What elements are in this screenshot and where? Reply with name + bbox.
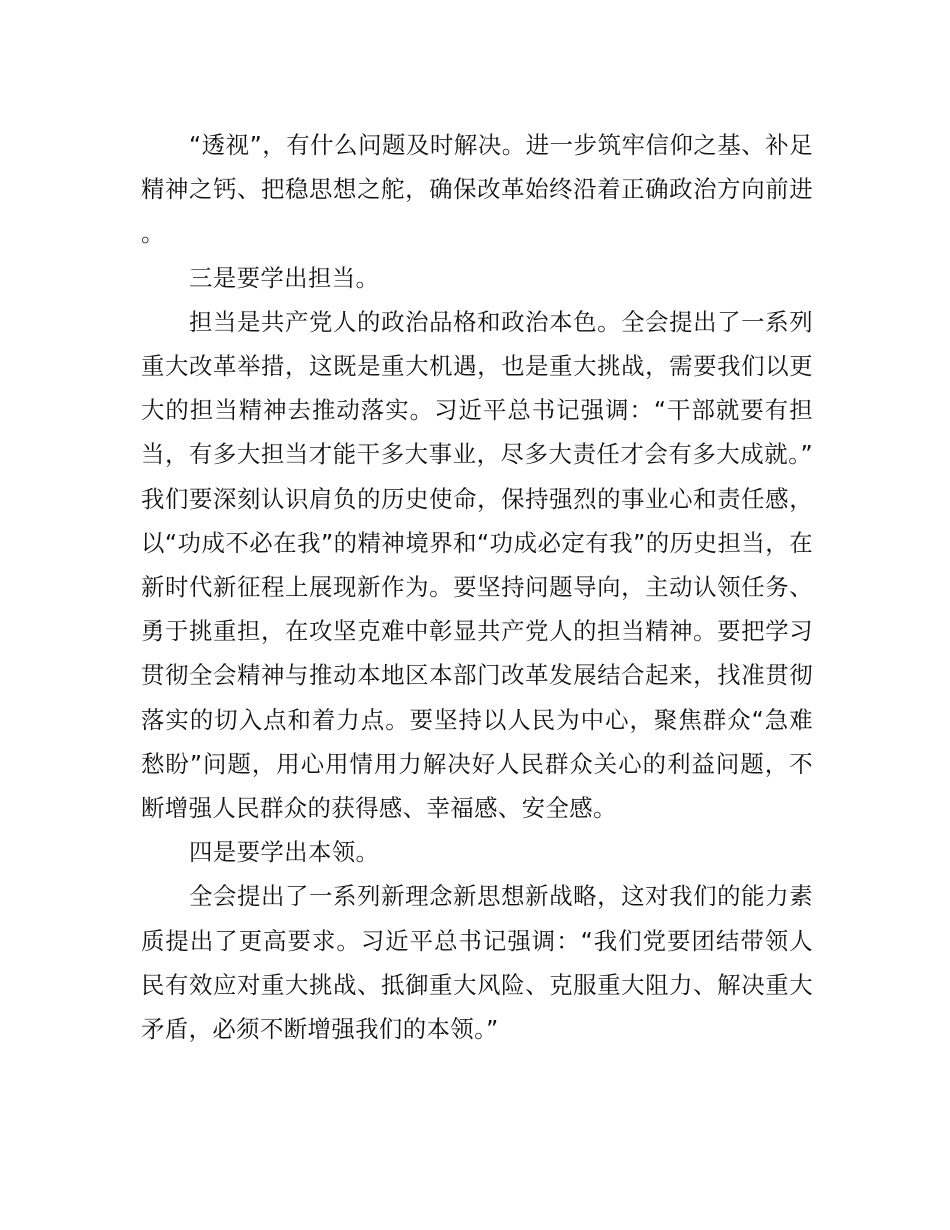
- section-heading-four: [141, 830, 813, 874]
- heading-text: 四是要学出本领。: [189, 838, 380, 867]
- text-line: 领人民有效应对重大挑战、抵御重大风险、克服重大阻力、解: [141, 926, 813, 999]
- text-line: 向前进。: [141, 175, 814, 248]
- text-line: 列重大改革举措，这既是重大机遇，也是重大挑战，需要我们: [141, 307, 813, 381]
- paragraph-continuation: [141, 123, 813, 256]
- text-line: “透视”，有什么问题及时解决。进一步筑牢信仰之基、: [189, 131, 766, 159]
- text-line: 决重大矛盾，必须不断增强我们的本领。”: [141, 970, 814, 1044]
- text-line: 全会提出了一系列新理念新思想新战略，这对我们的能力: [189, 882, 790, 911]
- text-line: 我”的历史担当，在新时代新征程上展现新作为。要坚持问题: [141, 528, 813, 602]
- text-line: 革发展结合起来，找准贯彻落实的切入点和着力点。要坚持以: [141, 661, 813, 734]
- text-line: 好人民群众关心的利益问题，不断增强人民群众的获得感、幸: [141, 749, 814, 823]
- text-line: 福感、安全感。: [450, 794, 617, 823]
- section-heading-three: [141, 256, 813, 300]
- text-line: 以更大的担当精神去推动落实。习近平总书记强调：“干部就: [141, 352, 813, 425]
- text-line: 要有担当，有多大担当才能干多大事业，尽多大责任才会有多: [141, 396, 813, 469]
- text-line: 担当是共产党人的政治品格和政治本色。全会提出了一系: [189, 307, 790, 336]
- text-line: 大成就。”我们要深刻认识肩负的历史使命，保持强烈的事业: [141, 440, 813, 513]
- heading-text: 三是要学出担当。: [189, 263, 380, 292]
- text-line: 心和责任感，以“功成不必在我”的精神境界和“功成必定有: [141, 484, 813, 557]
- text-line: 导向，主动认领任务、勇于挑重担，在攻坚克难中彰显共产党: [141, 573, 813, 646]
- document-page: [141, 123, 813, 1051]
- text-line: 人民为中心，聚焦群众“急难愁盼”问题，用心用情用力解决: [141, 705, 813, 778]
- text-line: 补足精神之钙、把稳思想之舵，确保改革始终沿着正确政治方: [141, 131, 813, 204]
- paragraph-responsibility: [141, 300, 813, 830]
- text-line: 素质提出了更高要求。习近平总书记强调：“我们党要团结带: [141, 882, 813, 955]
- text-line: 人的担当精神。要把学习贯彻全会精神与推动本地区本部门改: [141, 617, 813, 690]
- paragraph-capability: [141, 874, 813, 1051]
